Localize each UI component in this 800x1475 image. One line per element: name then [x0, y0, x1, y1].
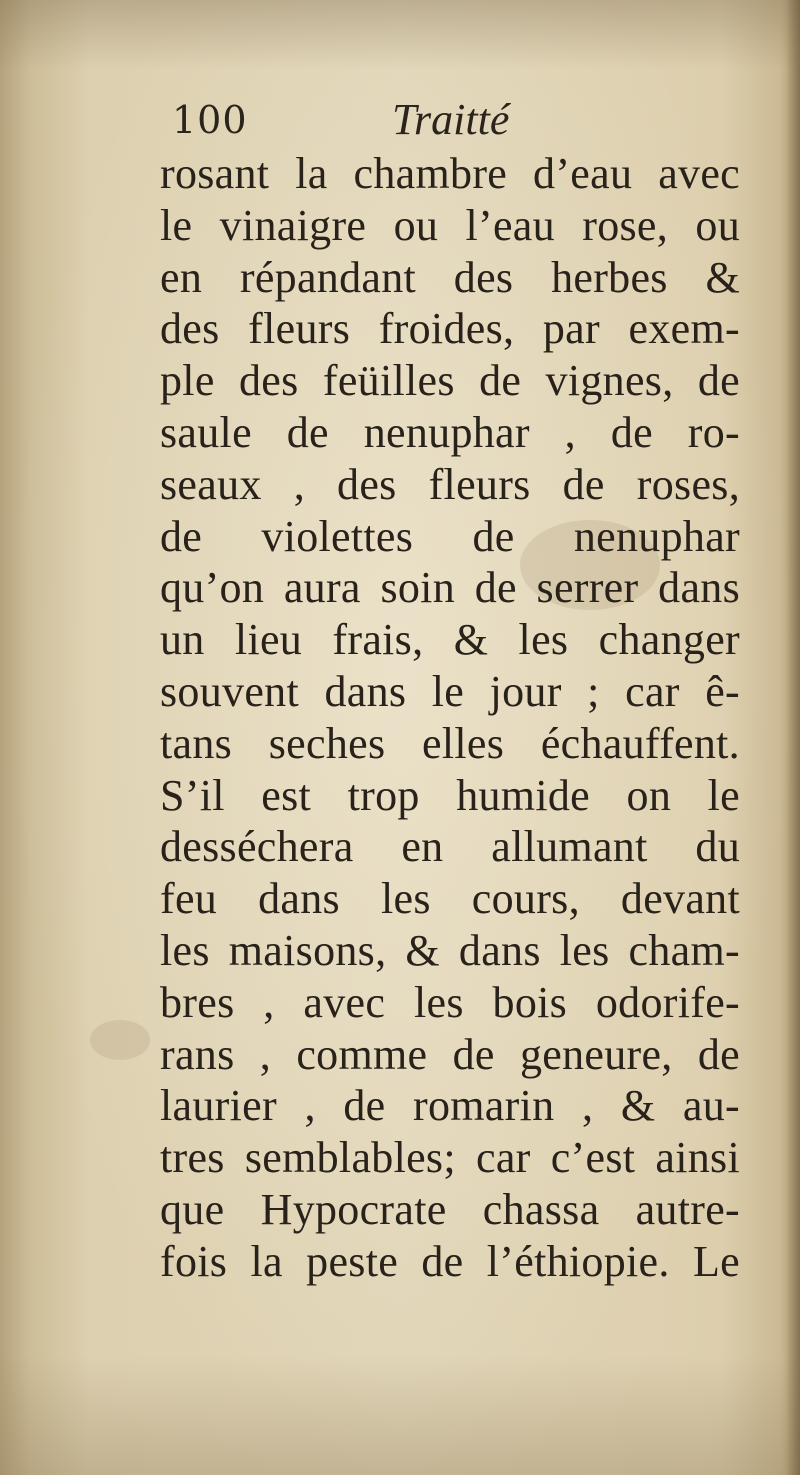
text-line: tres semblables; car c’est ainsi [160, 1133, 740, 1183]
text-line: souvent dans le jour ; car ê- [160, 666, 740, 716]
text-line: feu dans les cours, devant [160, 874, 740, 924]
text-line: le vinaigre ou l’eau rose, ou [160, 200, 740, 250]
paper-stain [90, 1020, 150, 1060]
text-line: les maisons, & dans les cham- [160, 925, 740, 975]
text-line: fois la peste de l’éthiopie. Le [160, 1236, 740, 1286]
text-line: bres , avec les bois odorife- [160, 977, 740, 1027]
page-number: 100 [172, 98, 248, 142]
text-line: rans , comme de geneure, de [160, 1029, 740, 1079]
text-line: en répandant des herbes & [160, 252, 740, 302]
text-line: desséchera en allumant du [160, 822, 740, 872]
body-text [160, 148, 740, 1288]
text-line: que Hypocrate chassa autre- [160, 1184, 740, 1234]
page-gutter-edge [786, 0, 800, 1475]
text-line: qu’on aura soin de serrer dans [160, 563, 740, 613]
page-bottom-shadow [0, 1355, 800, 1475]
text-line: saule de nenuphar , de ro- [160, 407, 740, 457]
text-line: un lieu frais, & les changer [160, 615, 740, 665]
page-top-shadow [0, 0, 800, 70]
text-line: de violettes de nenuphar [160, 511, 740, 561]
text-line: seaux , des fleurs de roses, [160, 459, 740, 509]
text-line: des fleurs froides, par exem- [160, 304, 740, 354]
text-line: S’il est trop humide on le [160, 770, 740, 820]
running-head-text: Traitté [392, 95, 510, 144]
text-line: ple des feüilles de vignes, de [160, 356, 740, 406]
text-line: laurier , de romarin , & au- [160, 1081, 740, 1131]
text-line: rosant la chambre d’eau avec [160, 149, 740, 198]
running-head [392, 94, 509, 145]
text-line: tans seches elles échauffent. [160, 718, 740, 768]
